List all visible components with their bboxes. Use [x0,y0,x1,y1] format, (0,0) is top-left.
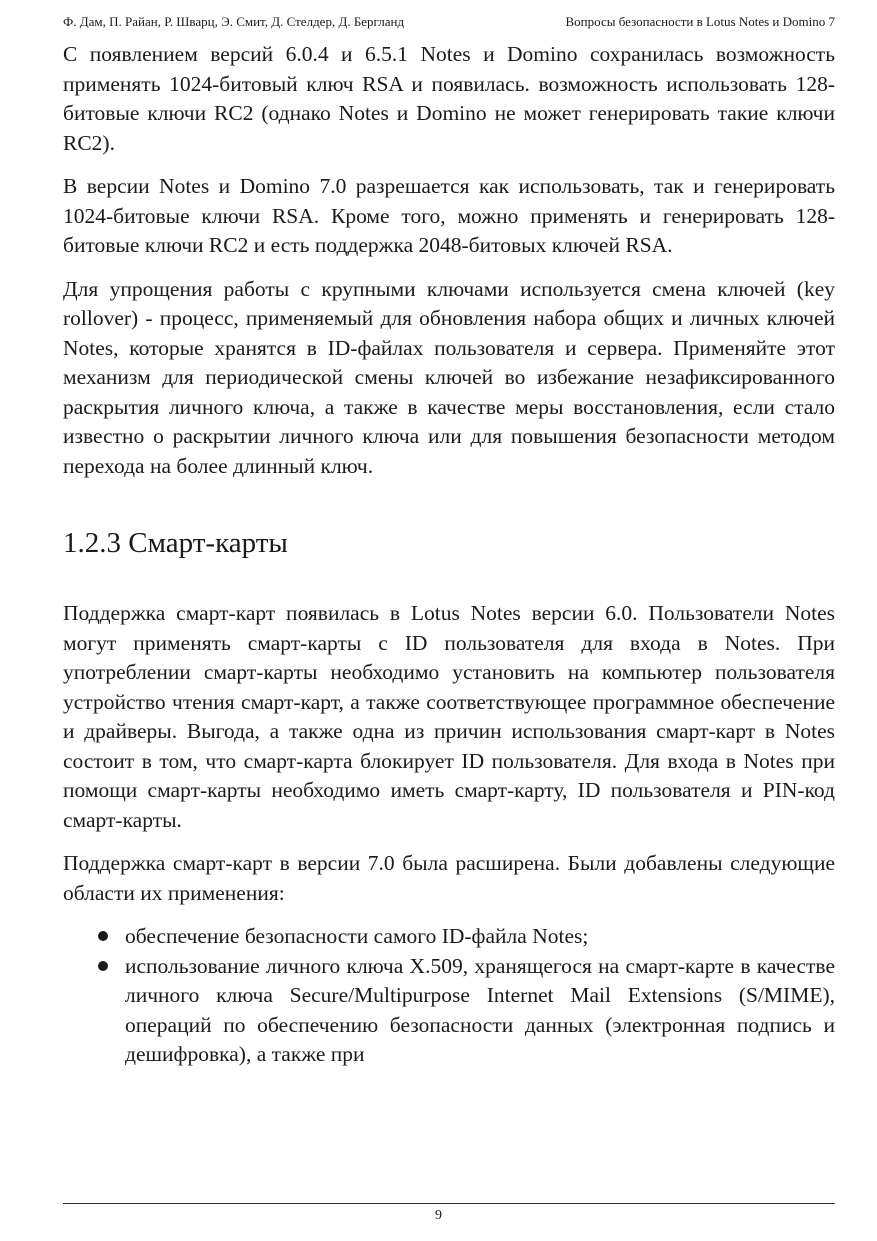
bullet-list [63,922,835,1070]
paragraph-versions-604-651: С появлением версий 6.0.4 и 6.5.1 Notes и Domino сохранилась возможность применять 1024-битовый ключ RSA и появилась. возможность использовать 128-битовые ключи RC2 (однако Notes и Domino не может генерировать такие ключи RC2). [63,42,835,155]
bullet-icon [98,931,108,941]
paragraph-smart-card-support: Поддержка смарт-карт появилась в Lotus Notes версии 6.0. Пользователи Notes могут применять смарт-карты с ID пользователя для входа в Notes. При употреблении смарт-карты необходимо установить на компьютер пользователя устройство чтения смарт-карт, а также соответствующее программное обеспечение и драйверы. Выгода, а также одна из причин использования смарт-карт в Notes состоит в том, что смарт-карта блокирует ID пользователя. Для входа в Notes при помощи смарт-карты необходимо иметь смарт-карту, ID пользователя и PIN-код смарт-карты. [63,601,835,832]
section-heading-smart-cards: 1.2.3 Смарт-карты [63,527,288,559]
list-item-text: использование личного ключа X.509, хранящегося на смарт-карте в качестве личного ключа Secure/Multipurpose Internet Mail Extensions (S/MIME), операций по обеспечению безопасности данных (электронная подпись и дешифровка), а также при [125,953,835,1066]
paragraph-smart-card-extended: Поддержка смарт-карт в версии 7.0 была расширена. Были добавлены следующие области их применения: [63,851,835,905]
list-item-text: обеспечение безопасности самого ID-файла Notes; [125,924,589,948]
paragraph-key-rollover: Для упрощения работы с крупными ключами используется смена ключей (key rollover) - процесс, применяемый для обновления набора общих и личных ключей Notes, которые хранятся в ID-файлах пользователя и сервера. Применяйте этот механизм для периодической смены ключей во избежание незафиксированного раскрытия личного ключа, а также в качестве меры восстановления, если стало известно о раскрытии личного ключа или для повышения безопасности методом перехода на более длинный ключ. [63,276,835,478]
running-header [63,14,835,34]
page-content [63,40,835,1070]
list-item [63,952,835,1070]
bullet-icon [98,961,108,971]
page-number: 9 [435,1208,442,1223]
header-authors: Ф. Дам, П. Райан, Р. Шварц, Э. Смит, Д. Стелдер, Д. Бергланд [63,14,405,29]
list-item [63,922,835,952]
paragraph-version-70: В версии Notes и Domino 7.0 разрешается как использовать, так и генерировать 1024-битовые ключи RSA. Кроме того, можно применять и генерировать 128-битовые ключи RC2 и есть поддержка 2048-битовых ключей RSA. [63,174,835,257]
footer-divider [63,1203,835,1204]
header-title: Вопросы безопасности в Lotus Notes и Domino 7 [565,14,835,29]
